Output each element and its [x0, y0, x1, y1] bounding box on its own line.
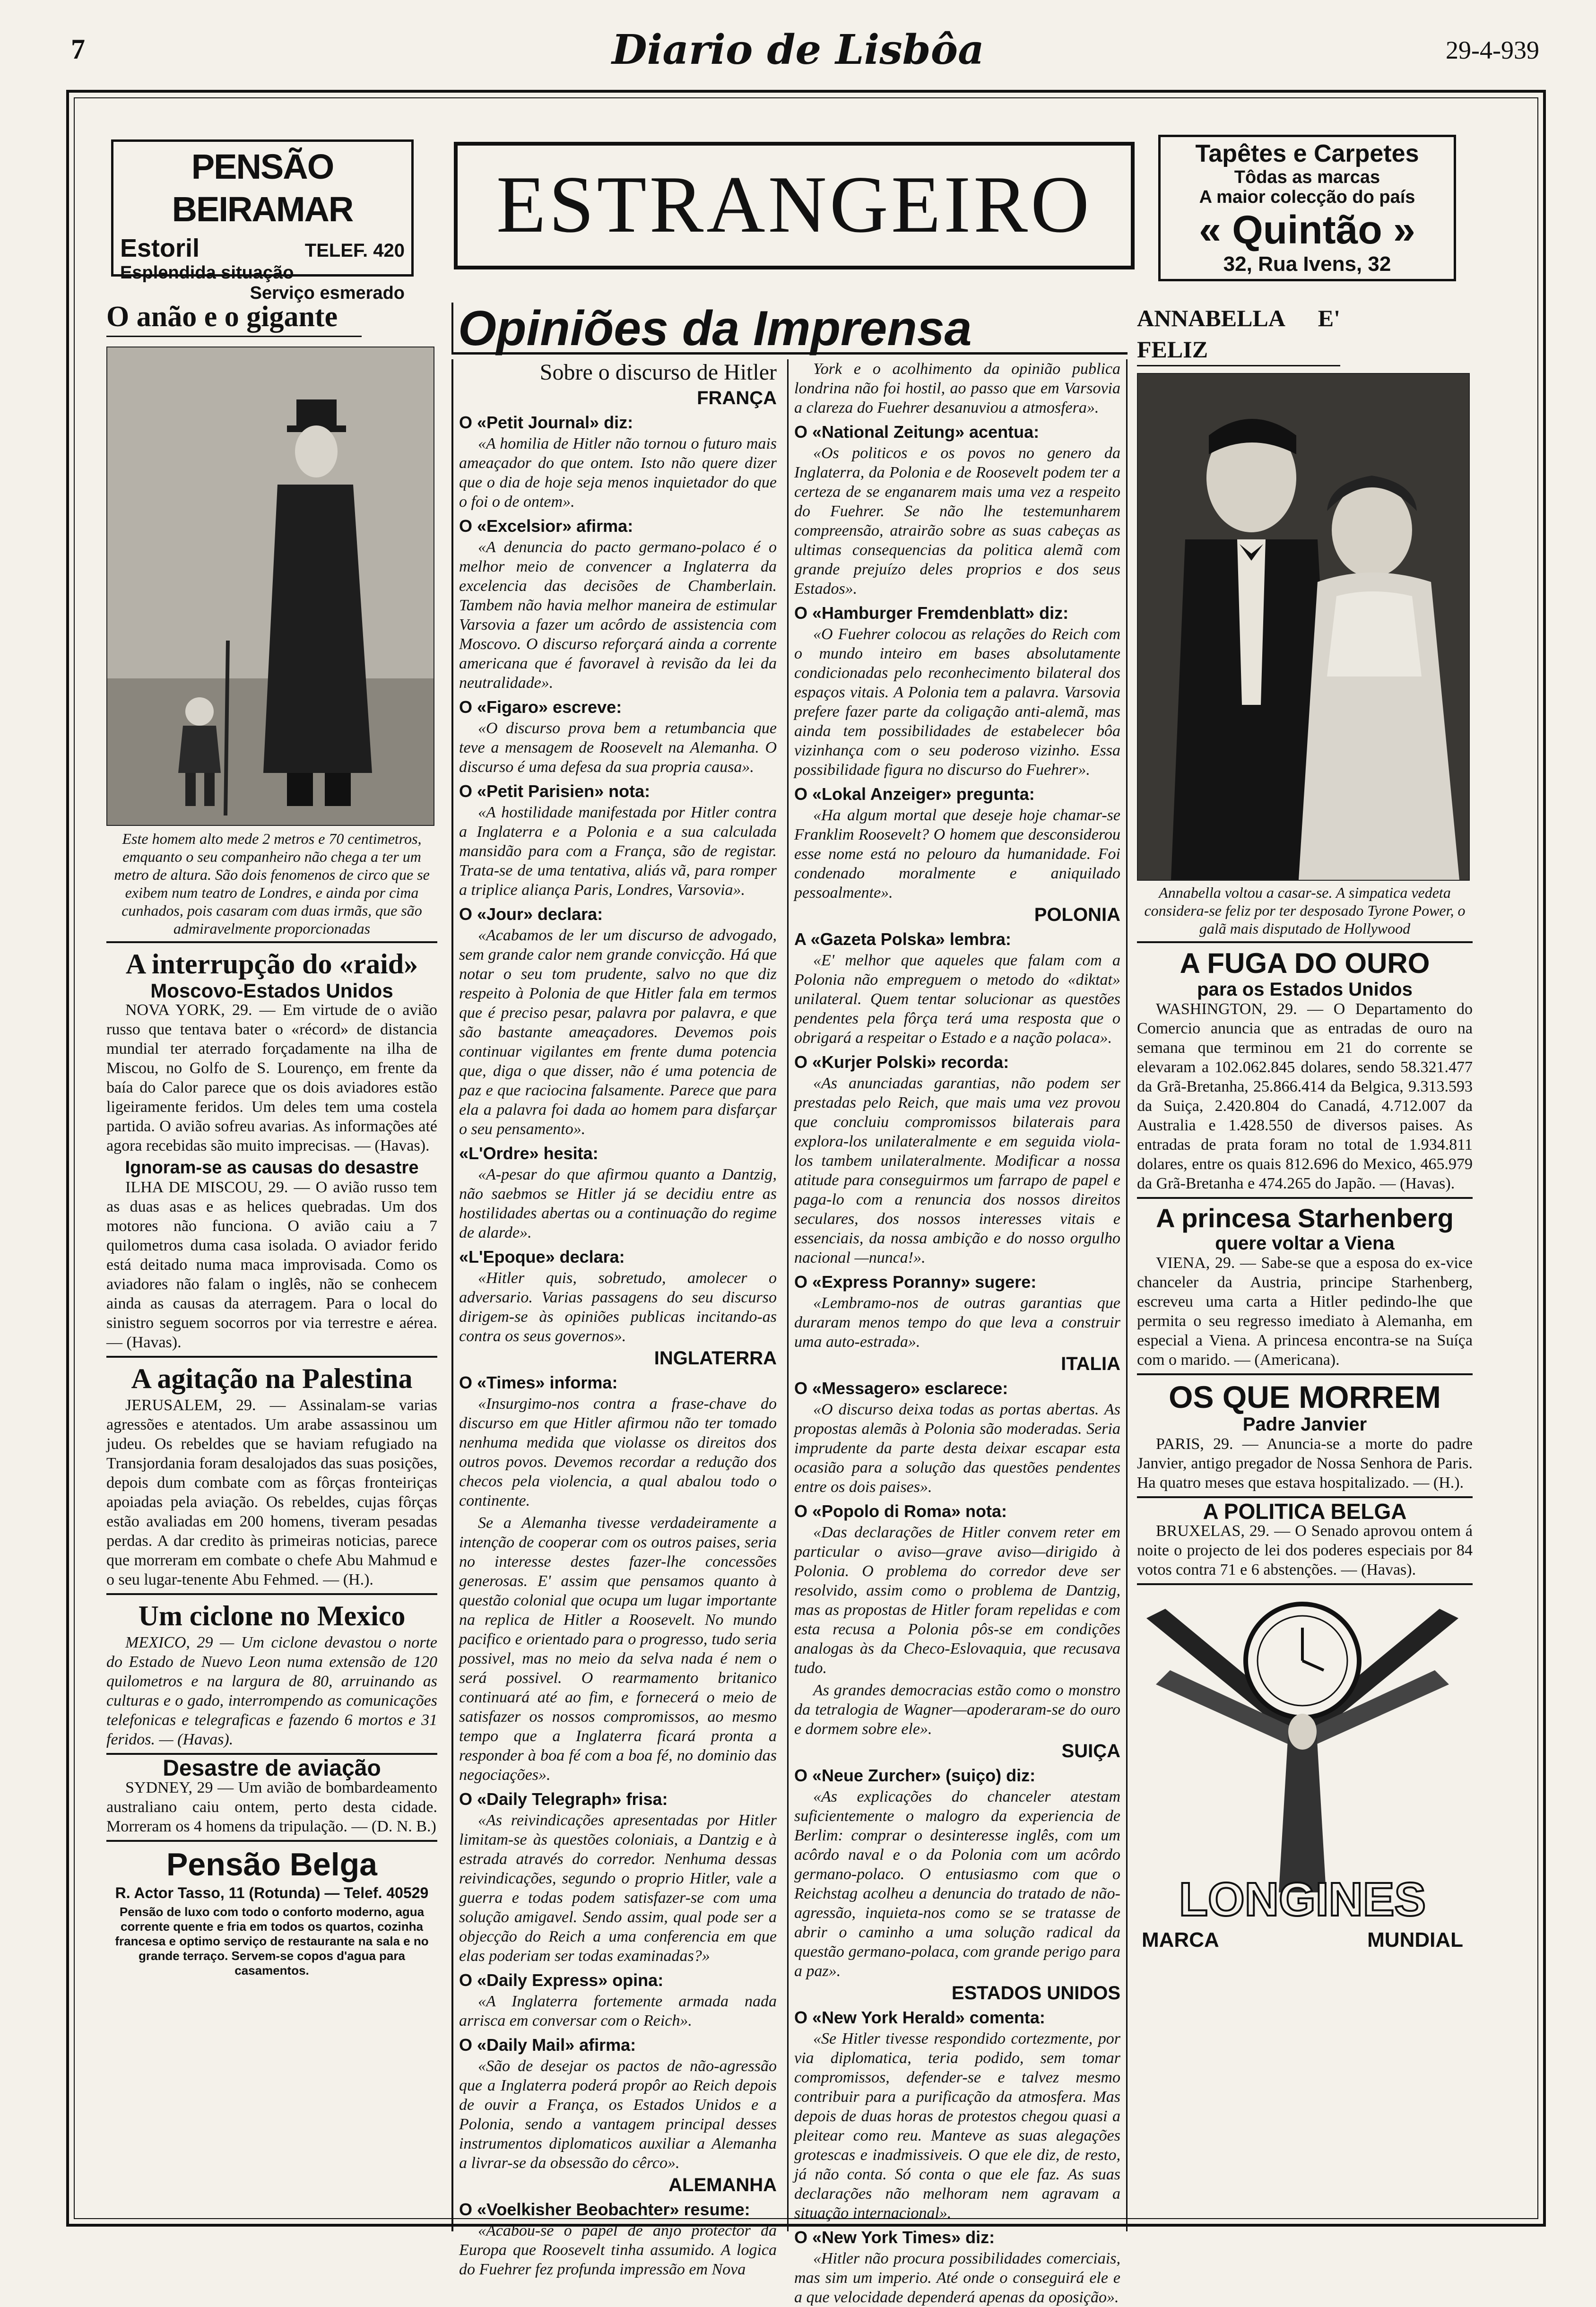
raid-title: A interrupção do «raid»: [125, 948, 418, 980]
newspaper-source-heading: O «Hamburger Fremdenblatt» diz:: [794, 603, 1069, 623]
newspaper-source-heading: O «Jour» declara:: [459, 904, 603, 924]
quote-paragraph: York e o acolhimento da opinião publica londrina não foi hostil, ao passo que em Varsovia a clareza do Fuehrer desanuviou a atmosfera».: [794, 360, 1120, 416]
country-heading: POLONIA: [1034, 904, 1120, 925]
ignoram-text: ILHA DE MISCOU, 29. — O avião russo tem as duas asas e as helices quebradas. Um dos motores não funciona. O avião caiu a 7 quilometros duma casa isolada. O aviador ferido está deitado numa maca improvisada. Como os aviadores não falam o inglês, não se conhecem ainda as causas da aterragem. Para o local do sinistro seguem socorros por via terrestre e aérea. — (Havas).: [106, 1179, 437, 1351]
beiramar-line2: Serviço esmerado: [250, 283, 405, 303]
newspaper-source-heading: «L'Ordre» hesita:: [459, 1144, 598, 1163]
morrem-title: OS QUE MORREM: [1169, 1379, 1441, 1414]
column-1: [106, 298, 437, 2198]
opinioes-col3-flow: [794, 359, 1120, 2307]
ouro-title: A FUGA DO OURO: [1180, 947, 1430, 979]
newspaper-source-heading: O «Messagero» esclarece:: [794, 1379, 1008, 1398]
newspaper-source-heading: O «Neue Zurcher» (suiço) diz:: [794, 1766, 1036, 1785]
column-3: [787, 359, 1128, 2306]
quote-paragraph: «A-pesar do que afirmou quanto a Dantzig, não saebmos se Hitler já se decidiu entre as hostilidades abertas ou a continuação do regime de alarde».: [459, 1166, 777, 1241]
quote-paragraph: «As explicações do chanceler atestam suficientemente o malogro da experiencia de Berlim: comprar o desinteresse inglês, com um acôrdo naval e o da Polonia com um acôrdo germano-polaco. O entusiasmo com que o Reichstag acolheu a denuncia do tratado de não-agressão, inquieta-nos como se se tratasse de abrir o caminho a uma solução radical da questão germano-polaca, com grande perigo para a paz».: [794, 1788, 1120, 1980]
quote-paragraph: «Hitler quis, sobretudo, amolecer o adversario. Varias passagens do seu discurso dirigem-se às opiniões publicas incitando-as contra os seus governos».: [459, 1269, 777, 1345]
divider: [106, 941, 437, 943]
quote-paragraph: «Lembramo-nos de outras garantias que duraram menos tempo do que leva a construir uma auto-estrada».: [794, 1294, 1120, 1351]
longines-ad: [1137, 1590, 1468, 1968]
divider: [1137, 1373, 1473, 1375]
quote-paragraph: «As reivindicações apresentadas por Hitler limitam-se às questões coloniais, a Dantzig e à estrada através do corredor. Nenhuma dessas reivindicações, segundo o proprio Hitler, vale a guerra e todas podem satisfazer-se com uma solução amigavel. Sendo assim, qual pode ser a objecção do Reich a uma conferencia em que elas poderiam ser todas examinadas?»: [459, 1812, 777, 1965]
masthead: [0, 0, 1596, 80]
newspaper-source-heading: O «Kurjer Polski» recorda:: [794, 1052, 1009, 1072]
ad-quintao: [1158, 135, 1456, 281]
newspaper-source-heading: O «Daily Telegraph» frisa:: [459, 1789, 668, 1809]
ignoram-title: Ignoram-se as causas do desastre: [125, 1158, 419, 1178]
country-heading: ESTADOS UNIDOS: [951, 1983, 1120, 2003]
opinioes-subtitle: Sobre o discurso de Hitler: [539, 360, 777, 385]
divider: [1137, 1583, 1473, 1585]
newspaper-source-heading: O «Times» informa:: [459, 1373, 618, 1392]
quintao-line1: Tapêtes e Carpetes: [1195, 140, 1419, 167]
section-title-box: [454, 142, 1135, 269]
country-heading: INGLATERRA: [654, 1348, 777, 1369]
beiramar-line1: Esplendida situação: [120, 263, 294, 283]
divider: [106, 1356, 437, 1358]
aviacao-title: Desastre de aviação: [163, 1756, 381, 1781]
divider: [106, 1593, 437, 1595]
quote-paragraph: «Os politicos e os povos no genero da Inglaterra, da Polonia e de Roosevelt podem ter a certeza de se enganarem mais uma vez a respeito do Fuehrer. Se não lhe testemunharem compreensão, atrairão sobre as suas cabeças as ultimas consequencias da politica alemã com grande prejuízo deles proprios e dos seus Estados».: [794, 444, 1120, 598]
quote-paragraph: «A homilia de Hitler não tornou o futuro mais ameaçador do que ontem. Isto não quere dizer que o dia de hoje seja menos inquietador do que o foi o de ontem».: [459, 435, 777, 511]
quote-paragraph: Se a Alemanha tivesse verdadeiramente a intenção de cooperar com os outros paises, seria no interesse destes fazer-lhe concessões generosas. E' assim que pensamos quanto à questão colonial que ocupa um lugar importante na replica de Hitler a Roosevelt. No mundo pacifico e orientado para o progresso, tudo seria possivel, mas no meio da selva nada é nem o será possivel. O rearmamento britanico continuará até ao fim, e fornecerá o meio de satisfazer os nossos compromissos, ao mesmo tempo que a Inglaterra ficará pronta a responder à boa fé com a boa fé, no dominio das negociações».: [459, 1514, 777, 1784]
newspaper-source-heading: O «National Zeitung» acentua:: [794, 422, 1040, 442]
aviacao-text: SYDNEY, 29 — Um avião de bombardeamento australiano caiu ontem, perto desta cidade. Morreram os 4 homens da tripulação. — (D. N. B.): [106, 1779, 437, 1835]
morrem-subtitle: Padre Janvier: [1242, 1414, 1367, 1435]
newspaper-source-heading: O «Popolo di Roma» nota:: [794, 1501, 1007, 1521]
column-4: [1137, 303, 1473, 2212]
country-heading: ITALIA: [1061, 1353, 1120, 1374]
pensao-belga-address: R. Actor Tasso, 11 (Rotunda) — Telef. 40529: [115, 1884, 429, 1901]
wedding-couple-illustration: [1138, 374, 1469, 880]
ciclone-text: MEXICO, 29 — Um ciclone devastou o norte do Estado de Nuevo Leon numa extensão de 120 quilometros e na largura de 80, arruinando as culturas e o gado, interrompendo as comunicações telefonicas e telegraficas e fazendo 6 mortos e 31 feridos. — (Havas).: [106, 1634, 437, 1748]
quote-paragraph: «As anunciadas garantias, não podem ser prestadas pelo Reich, que mais uma vez provou que concluiu compromissos bilaterais para explora-los unilateralmente e em seguida viola-los tambem unilateralmente. Modificar a nossa atitude para conseguirmos um farrapo de papel e paga-lo com a renuncia dos nossos direitos seculares, dos nossos interesses vitais e essenciais, da nossa ambição e do nosso orgulho nacional —nunca!».: [794, 1075, 1120, 1266]
quote-paragraph: «O Fuehrer colocou as relações do Reich com o mundo inteiro em bases absolutamente condicionadas pelo reconhecimento bilateral dos espaços vitais. A Polonia tem a palavra. Varsovia prefere fazer parte da coligação anti-alemã, mas ainda tem possibilidades de estabelecer bôa vizinhança com o seu poderoso vizinho. Essa possibilidade figura no discurso do Fuehrer».: [794, 625, 1120, 779]
newspaper-source-heading: O «Express Poranny» sugere:: [794, 1272, 1037, 1292]
column-2: [451, 359, 782, 2278]
longines-brand: LONGINES: [1179, 1873, 1426, 1926]
quintao-brand: « Quintão »: [1199, 208, 1415, 252]
longines-left: MARCA: [1142, 1928, 1219, 1951]
anao-photo: [106, 347, 434, 826]
ciclone-title: Um ciclone no Mexico: [138, 1600, 406, 1631]
quote-paragraph: «Acabou-se o papel de anjo protector da Europa que Roosevelt tinha assumido. A logica do Fuehrer fez profunda impressão em Nova: [459, 2222, 777, 2278]
raid-subtitle: Moscovo-Estados Unidos: [150, 980, 393, 1002]
quintao-address: 32, Rua Ivens, 32: [1223, 252, 1391, 276]
winged-hourglass-clock-icon: [1137, 1590, 1468, 1892]
quintao-line2: Tôdas as marcas: [1234, 167, 1380, 187]
quote-paragraph: «Se Hitler tivesse respondido cortezmente, por via diplomatica, teria podido, sem tomar compromissos, defender-se e talvez mesmo contribuir para a purificação da atmosfera. Mas depois de duas horas de protestos chegou quasi a pleitear como reu. Manteve as suas alegações grotescas e inadmissiveis. O que ele diz, de resto, já não conta. Só conta o que ele faz. As suas declarações não melhoram nem agravam a situação internacional».: [794, 2030, 1120, 2222]
quote-paragraph: «E' melhor que aqueles que falam com a Polonia não empreguem o metodo do «diktat» unilateral. Quem tentar solucionar as questões pendentes pela fôrça terá uma resposta que o obrigará a respeitar o Estado e a nação polaca».: [794, 952, 1120, 1047]
newspaper-title: Diario de Lisbôa: [612, 26, 984, 74]
section-title: ESTRANGEIRO: [496, 160, 1093, 250]
starhenberg-subtitle: quere voltar a Viena: [1215, 1233, 1395, 1254]
newspaper-source-heading: «L'Epoque» declara:: [459, 1247, 625, 1266]
ad-pensao-beiramar: [111, 139, 414, 303]
quote-paragraph: «Insurgimo-nos contra a frase-chave do discurso em que Hitler afirmou não ter tomado nenhuma medida que violasse os direitos dos outros povos. Devemos recordar a redução dos checos pela violencia, a qual abalou todo o continente.: [459, 1395, 777, 1509]
quote-paragraph: «Acabamos de ler um discurso de advogado, sem grande calor nem grande convicção. Há que notar o seu tom prudente, salvo no que diz respeito à Polonia de que Hitler fala em termos que é preciso pesar, palavra por palavra, e que são bastante ameaçadores. Devemos pois continuar vigilantes em frente duma potencia que, diga o que disser, não é uma potencia de paz e que raciocina falsamente. Parece que para ela a palavra foi dada ao homem para disfarçar o seu pensamento».: [459, 927, 777, 1138]
anao-title: O anão e o gigante: [106, 298, 362, 337]
opinioes-header: [451, 303, 1128, 355]
newspaper-source-heading: O «Petit Journal» diz:: [459, 413, 633, 432]
quote-paragraph: «A denuncia do pacto germano-polaco é o melhor meio de convencer a Inglaterra da excelencia das decisões de Chamberlain. Tambem não havia melhor maneira de estimular Varsovia a fazer um acôrdo de assistencia com Moscovo. O discurso reforçará ainda a corrente americana que é favoravel à revisão da lei da neutralidade».: [459, 538, 777, 692]
palestina-text: JERUSALEM, 29. — Assinalam-se varias agressões e atentados. Um arabe assassinou um judeu. Os rebeldes que se haviam refugiado na Transjordania foram desalojados das suas posições, depois dum combate com as fôrças fronteiriças apoiadas pela aviação. Os rebeldes, cujas fôrças estão avaliadas em 200 homens, tiveram pesadas perdas. A dar credito às primeiras noticias, parece que morreram em combate o chefe Abu Mahmud e o seu lugar-tenente Abu Fehmed. — (H.).: [106, 1396, 437, 1588]
politica-belga-text: BRUXELAS, 29. — O Senado aprovou ontem á noite o projecto de lei dos poderes especiais por 84 votos contra 71 e 6 abstenções. — (Havas).: [1137, 1522, 1473, 1578]
issue-date: 29-4-939: [1446, 36, 1539, 64]
quote-paragraph: «O discurso prova bem a retumbancia que teve a mensagem de Roosevelt na Alemanha. O discurso é uma defesa da sua propria causa».: [459, 720, 777, 776]
starhenberg-title: A princesa Starhenberg: [1156, 1203, 1454, 1233]
country-heading: FRANÇA: [697, 388, 777, 408]
beiramar-name: PENSÃO BEIRAMAR: [172, 147, 353, 229]
morrem-text: PARIS, 29. — Anuncia-se a morte do padre Janvier, antigo pregador de Nossa Senhora de Paris. Ha quatro meses que estava hospitalizado. — (H.).: [1137, 1435, 1473, 1492]
starhenberg-text: VIENA, 29. — Sabe-se que a esposa do ex-vice chanceler da Austria, principe Starhenberg, escreveu uma carta a Hitler pedindo-lhe que permita o seu regresso imediato à Alemanha, em especial a Viena. A princesa encontra-se na Suíça com o marido. — (Americana).: [1137, 1254, 1473, 1369]
pensao-belga-text: Pensão de luxo com todo o conforto moderno, agua corrente quente e fria em todos os quartos, cozinha francesa e optimo serviço de restaurante na sala e no grande terraço. Servem-se copos d'agua para casamentos.: [115, 1905, 429, 1977]
beiramar-phone: TELEF. 420: [304, 240, 405, 261]
giant-and-dwarf-illustration: [107, 347, 434, 825]
newspaper-source-heading: O «Figaro» escreve:: [459, 697, 622, 717]
country-heading: ALEMANHA: [668, 2175, 777, 2195]
quote-paragraph: «A Inglaterra fortemente armada nada arrisca em conversar com o Reich».: [459, 1993, 777, 2029]
annabella-photo: [1137, 373, 1470, 881]
raid-text: NOVA YORK, 29. — Em virtude de o avião russo que tentava bater o «récord» de distancia mundial ter aterrado forçadamente na ilha de Miscou, no Golfo de S. Lourenço, em frente da baía do Calor parece que os dois aviadores estão ligeiramente feridos. Um deles tem uma costela partida. O avião sofreu avarias. As informações até agora recebidas são muito imprecisas. — (Havas).: [106, 1001, 437, 1154]
quintao-line3: A maior colecção do país: [1199, 187, 1415, 207]
country-heading: SUIÇA: [1061, 1741, 1120, 1761]
ouro-text: WASHINGTON, 29. — O Departamento do Comercio anuncia que as entradas de ouro na semana que terminou em 21 do corrente se elevaram a 102.062.845 dolares, sendo 58.321.477 da Grã-Bretanha, 25.866.414 da Belgica, 9.313.593 da Suiça, 2.420.804 do Canadá, 4.712.007 da Australia e 1.428.550 de diversos paises. As entradas de prata foram no total de 1.934.811 dolares, entre os quais 812.696 do Mexico, 465.979 da Grã-Bretanha e 474.265 do Japão. — (Havas).: [1137, 1000, 1473, 1192]
divider: [1137, 1496, 1473, 1498]
divider: [1137, 1197, 1473, 1199]
newspaper-source-heading: O «Voelkisher Beobachter» resume:: [459, 2200, 750, 2219]
ouro-subtitle: para os Estados Unidos: [1197, 979, 1413, 1000]
quote-paragraph: «A hostilidade manifestada por Hitler contra a Inglaterra e a Polonia e a sua calculada mansidão para com a França, são de registar. Trata-se de uma tentativa, aliás vã, para romper a triplice aliança Paris, Londres, Varsovia».: [459, 804, 777, 899]
newspaper-source-heading: O «Lokal Anzeiger» pregunta:: [794, 784, 1035, 804]
beiramar-place: Estoril: [120, 234, 200, 262]
quote-paragraph: «Das declarações de Hitler convem reter em particular o aviso—grave aviso—dirigido à Polonia. O problema do corredor deve ser resolvido, assim como o problema de Dantzig, mas as propostas de Hitler foram repelidas e com esta recusa a Polonia pôs-se em condições analogas às da Checo-Eslovaquia, que recusava tudo.: [794, 1524, 1120, 1677]
divider: [106, 1753, 437, 1755]
opinioes-title: Opiniões da Imprensa: [458, 301, 972, 356]
annabella-title: ANNABELLA E' FELIZ: [1137, 303, 1340, 366]
page-number: 7: [71, 34, 85, 65]
newspaper-source-heading: O «Daily Express» opina:: [459, 1970, 664, 1990]
newspaper-source-heading: A «Gazeta Polska» lembra:: [794, 929, 1011, 949]
quote-paragraph: «O discurso deixa todas as portas abertas. As propostas alemãs à Polonia são moderadas. Seria imprudente da parte desta deixar escapar esta ocasião para a solução das questões pendentes entre os dois paises».: [794, 1401, 1120, 1496]
quote-paragraph: «Hitler não procura possibilidades comerciais, mas sim um imperio. Até onde o conseguirá ele e a que velocidade dependerá apenas da oposição».: [794, 2250, 1120, 2306]
newspaper-source-heading: O «Excelsior» afirma:: [459, 516, 633, 536]
anao-caption: Este homem alto mede 2 metros e 70 centimetros, emquanto o seu companheiro não chega a ter um metro de altura. São dois fenomenos de circo que se exibem num teatro de Londres, e ainda por cima cunhados, pois casaram com duas irmãs, que são admiravelmente proporcionadas: [114, 830, 430, 937]
longines-right: MUNDIAL: [1367, 1928, 1463, 1951]
newspaper-source-heading: O «Petit Parisien» nota:: [459, 781, 651, 801]
newspaper-source-heading: O «New York Times» diz:: [794, 2228, 995, 2247]
annabella-caption: Annabella voltou a casar-se. A simpatica vedeta considera-se feliz por ter desposado Tyrone Power, o galã mais disputado de Hollywood: [1144, 884, 1466, 937]
palestina-title: A agitação na Palestina: [131, 1363, 413, 1394]
opinioes-col2-flow: [459, 389, 777, 2279]
quote-paragraph: «Ha algum mortal que deseje hoje chamar-se Franklim Roosevelt? O homem que desconsiderou esse nome está no pelouro da humanidade. Foi condenado moralmente e aniquilado pessoalmente».: [794, 807, 1120, 902]
pensao-belga-title: Pensão Belga: [166, 1847, 377, 1882]
divider: [1137, 941, 1473, 943]
divider: [106, 1840, 437, 1842]
quote-paragraph: «São de desejar os pactos de não-agressão que a Inglaterra poderá propôr ao Reich depois de ouvir a França, os Estados Unidos e a Polonia, sendo a vantagem principal desses instrumentos diplomaticos auxiliar a Alemanha a livrar-se da obsessão do cêrco».: [459, 2057, 777, 2172]
newspaper-source-heading: O «Daily Mail» afirma:: [459, 2035, 636, 2055]
newspaper-source-heading: O «New York Herald» comenta:: [794, 2008, 1045, 2027]
quote-paragraph: As grandes democracias estão como o monstro da tetralogia de Wagner—apoderaram-se do ouro e dormem sobre ele».: [794, 1682, 1120, 1738]
politica-belga-title: A POLITICA BELGA: [1203, 1499, 1407, 1524]
